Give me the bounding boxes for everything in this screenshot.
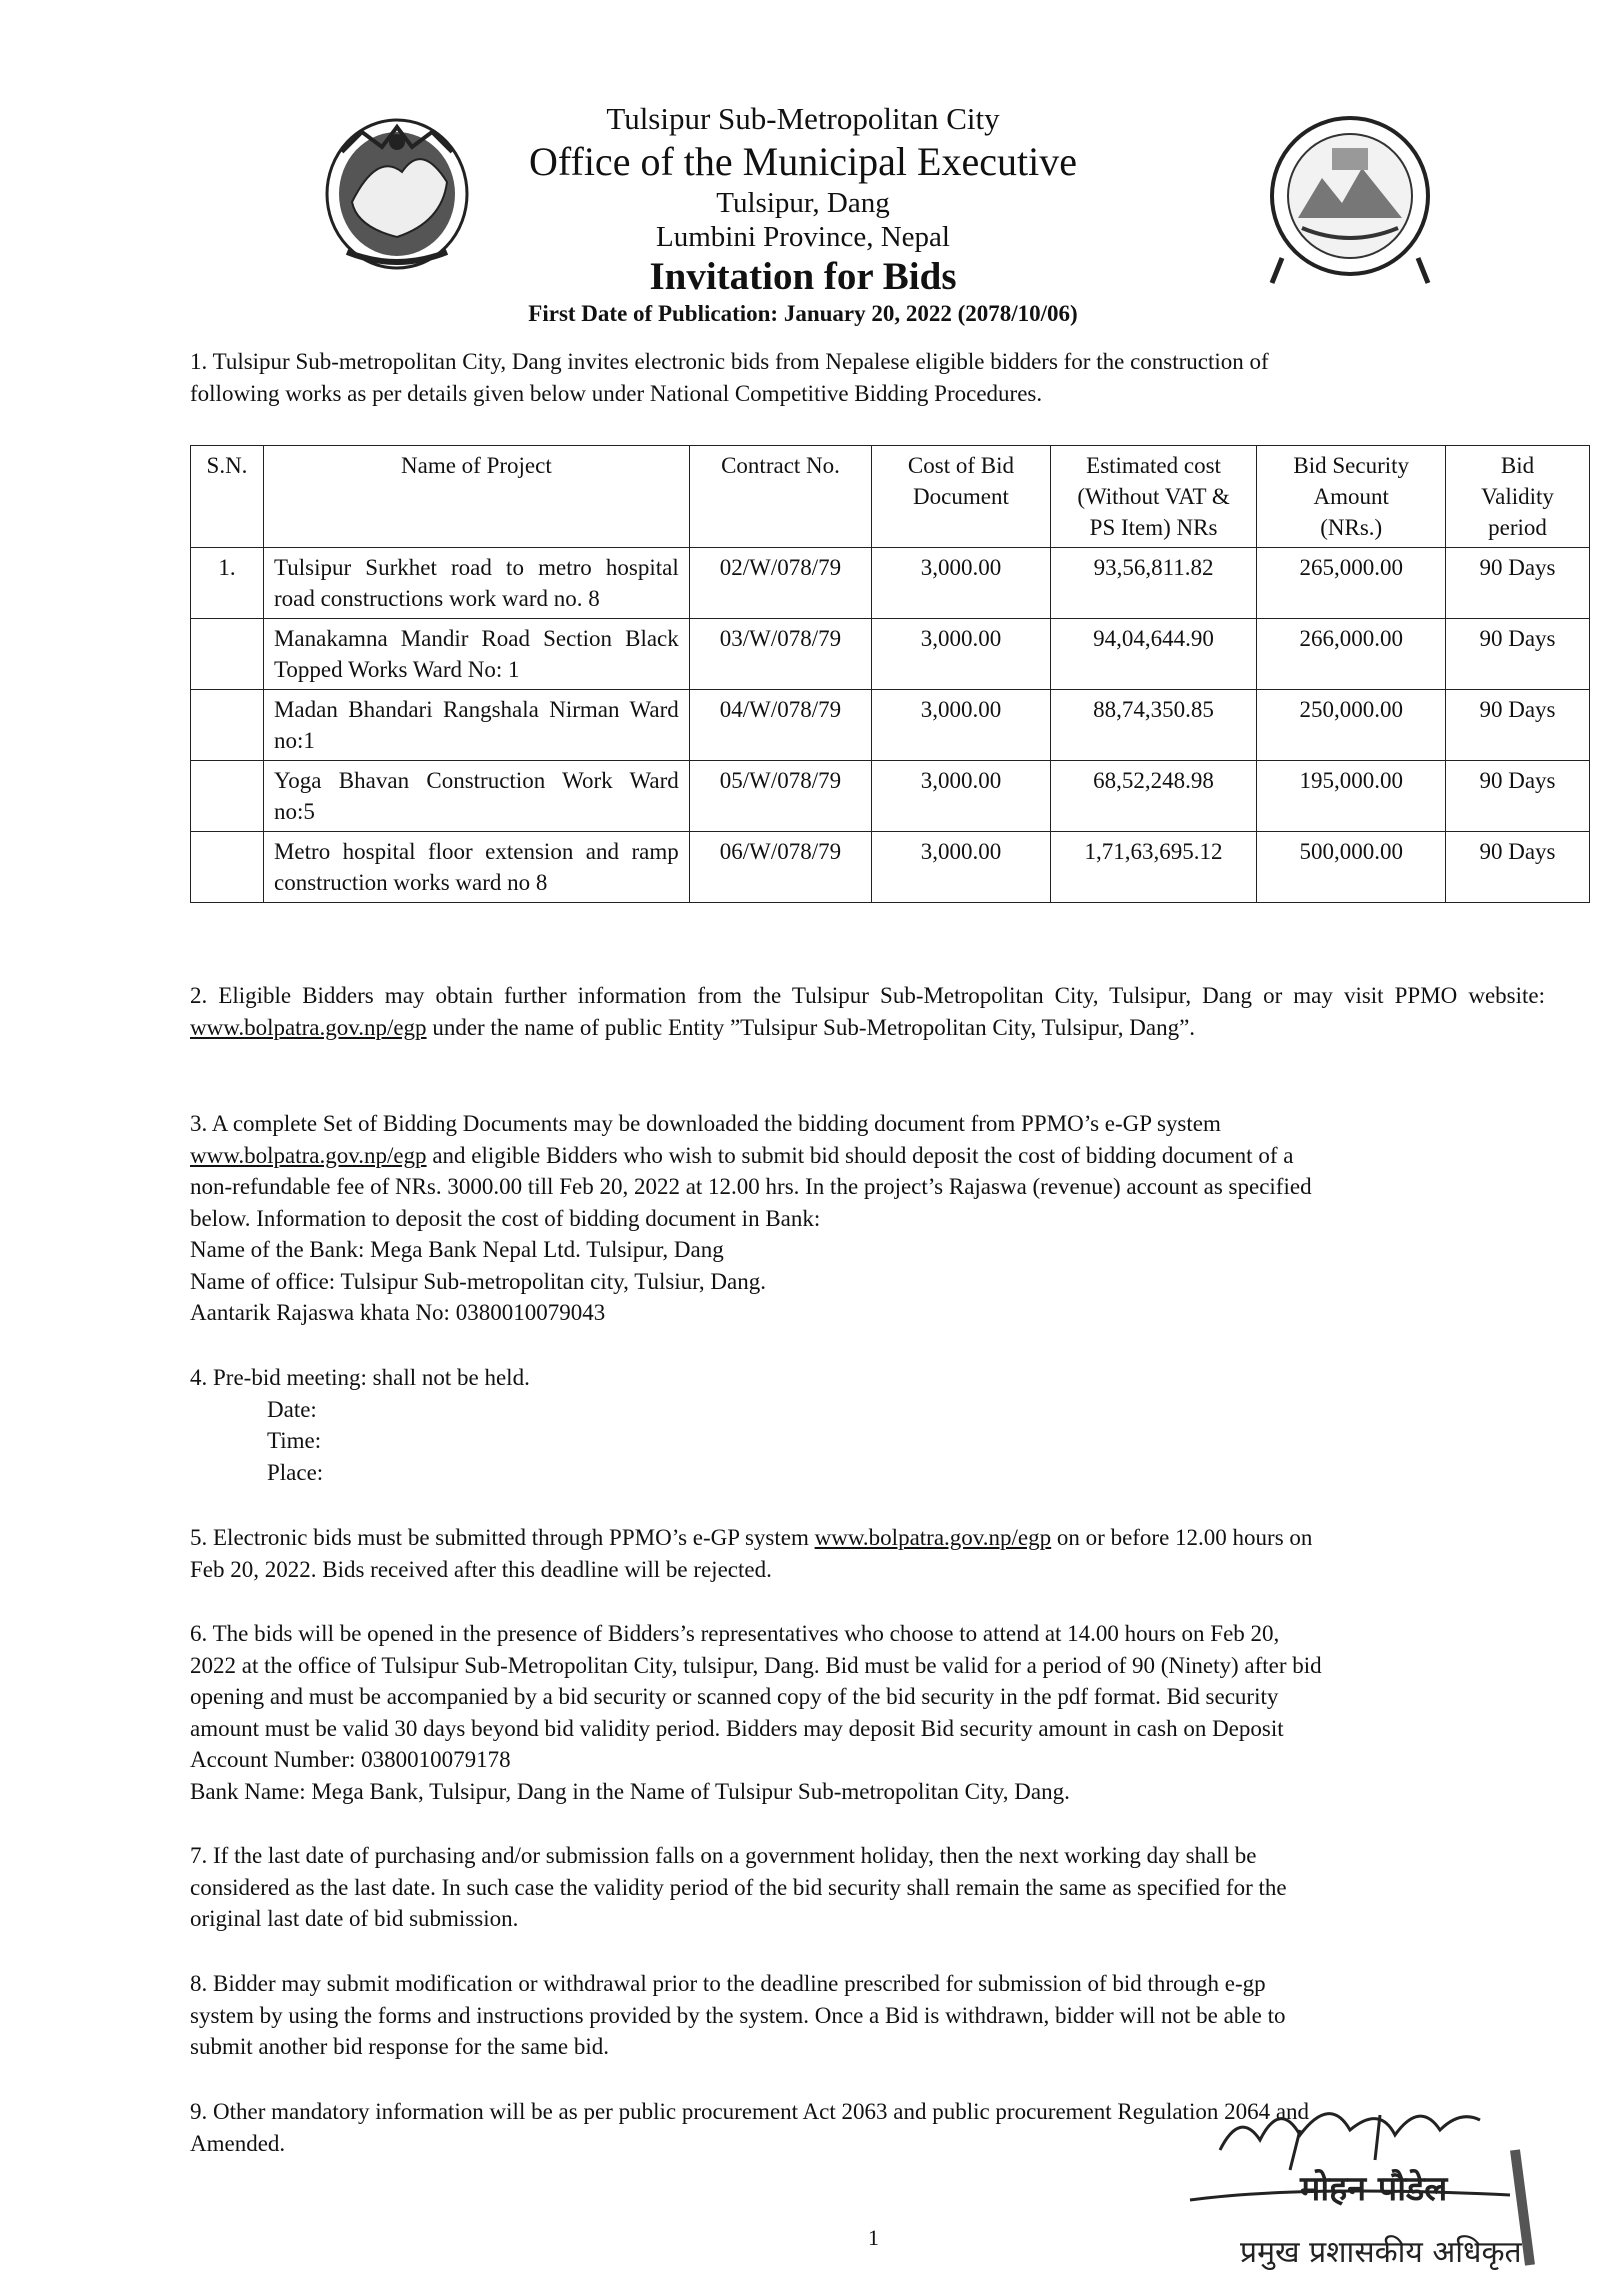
paragraph-2: 2. Eligible Bidders may obtain further information from the Tulsipur Sub-Metropolitan City, Tulsipur, Dang or may visit PPMO website: www.bolpatra.gov.np/egp under the name of public Entity ”Tulsipur Sub-Metropolitan City, Tulsipur, Dang”. xyxy=(190,983,1545,1040)
letterhead xyxy=(420,100,1186,328)
paragraph-1: 1. Tulsipur Sub-metropolitan City, Dang invites electronic bids from Nepalese eligible bidders for the construction of following works as per details given below under National Competitive Bidding Procedures. xyxy=(190,349,1269,406)
header-security: Bid Security Amount (NRs.) xyxy=(1257,446,1446,548)
paragraph-7: 7. If the last date of purchasing and/or submission falls on a government holiday, then the next working day shall be considered as the last date. In such case the validity period of the bid security shall remain the same as specified for the original last date of bid submission. xyxy=(190,1843,1287,1931)
prebid-time: Time: xyxy=(267,1428,322,1453)
header-validity: Bid Validity period xyxy=(1446,446,1590,548)
table-row: 1. Tulsipur Surkhet road to metro hospital road constructions work ward no. 8 02/W/078/79 3,000.00 93,56,811.82 265,000.00 90 Days xyxy=(191,548,1590,619)
paragraph-4: 4. Pre-bid meeting: shall not be held. Date: Time: Place: xyxy=(190,1362,1545,1488)
paragraph-6: 6. The bids will be opened in the presence of Bidders’s representatives who choose to attend at 14.00 hours on Feb 20, 2022 at the office of Tulsipur Sub-Metropolitan City, tulsipur, Dang. Bid must be valid for a period of 90 (Ninety) after bid opening and must be accompanied by a bid security or scanned copy of the bid security in the pdf format. Bid security amount must be valid 30 days beyond bid validity period. Bidders may deposit Bid security amount in cash on Deposit Account Number: 0380010079178 Bank Name: Mega Bank, Tulsipur, Dang in the Name of Tulsipur Sub-metropolitan City, Dang. xyxy=(190,1621,1322,1804)
page-number: 1 xyxy=(868,2225,879,2250)
header-sn: S.N. xyxy=(191,446,264,548)
province: Lumbini Province, Nepal xyxy=(656,221,950,253)
signature-stamp-icon xyxy=(1180,2090,1560,2280)
table-header-row xyxy=(191,446,1590,548)
table-row: Madan Bhandari Rangshala Nirman Ward no:1 04/W/078/79 3,000.00 88,74,350.85 250,000.00 90 Days xyxy=(191,690,1590,761)
office-address: Tulsipur, Dang xyxy=(716,187,890,219)
header-cost-doc: Cost of Bid Document xyxy=(872,446,1050,548)
bolpatra-link[interactable]: www.bolpatra.gov.np/egp xyxy=(190,1014,427,1040)
header-estimate: Estimated cost (Without VAT & PS Item) NRs xyxy=(1050,446,1257,548)
publication-date: First Date of Publication: January 20, 2022 (2078/10/06) xyxy=(528,301,1078,326)
prebid-place: Place: xyxy=(267,1459,324,1485)
paragraph-9: 9. Other mandatory information will be as per public procurement Act 2063 and public procurement Regulation 2064 and Amended. xyxy=(190,2099,1310,2156)
paragraph-5: 5. Electronic bids must be submitted through PPMO’s e-GP system www.bolpatra.gov.np/egp on or before 12.00 hours on Feb 20, 2022. Bids received after this deadline will be rejected. xyxy=(190,1525,1313,1582)
paragraph-3: 3. A complete Set of Bidding Documents may be downloaded the bidding document from PPMO’s e-GP system www.bolpatra.gov.np/egp and eligible Bidders who wish to submit bid should deposit the cost of bidding document of a non-refundable fee of NRs. 3000.00 till Feb 20, 2022 at 12.00 hrs. In the project’s Rajaswa (revenue) account as specified below. Information to deposit the cost of bidding document in Bank: Name of the Bank: Mega Bank Nepal Ltd. Tulsipur, Dang Name of office: Tulsipur Sub-metropolitan city, Tulsiur, Dang. Aantarik Rajaswa khata No: 0380010079043 xyxy=(190,1111,1312,1325)
page-title: Invitation for Bids xyxy=(649,255,957,298)
header-project: Name of Project xyxy=(263,446,689,548)
municipal-logo-icon xyxy=(1262,108,1437,293)
office-name: Office of the Municipal Executive xyxy=(529,139,1077,184)
bids-table xyxy=(190,445,1590,903)
table-row: Manakamna Mandir Road Section Black Topped Works Ward No: 1 03/W/078/79 3,000.00 94,04,644.90 266,000.00 90 Days xyxy=(191,619,1590,690)
bolpatra-link[interactable]: www.bolpatra.gov.np/egp xyxy=(814,1525,1052,1550)
table-row: Yoga Bhavan Construction Work Ward no:5 05/W/078/79 3,000.00 68,52,248.98 195,000.00 90 Days xyxy=(191,761,1590,832)
bolpatra-link[interactable]: www.bolpatra.gov.np/egp xyxy=(190,1142,427,1168)
city-name: Tulsipur Sub-Metropolitan City xyxy=(606,101,1000,136)
paragraph-8: 8. Bidder may submit modification or withdrawal prior to the deadline prescribed for submission of bid through e-gp system by using the forms and instructions provided by the system. Once a Bid is withdrawn, bidder will not be able to submit another bid response for the same bid. xyxy=(190,1971,1286,2059)
svg-text:मोहन पौडेल: मोहन पौडेल xyxy=(1300,2169,1448,2209)
svg-text:प्रमुख प्रशासकीय अधिकृत: प्रमुख प्रशासकीय अधिकृत xyxy=(1240,2235,1522,2270)
prebid-date: Date: xyxy=(267,1396,317,1422)
header-contract: Contract No. xyxy=(689,446,871,548)
table-row: Metro hospital floor extension and ramp construction works ward no 8 06/W/078/79 3,000.00 1,71,63,695.12 500,000.00 90 Days xyxy=(191,832,1590,903)
